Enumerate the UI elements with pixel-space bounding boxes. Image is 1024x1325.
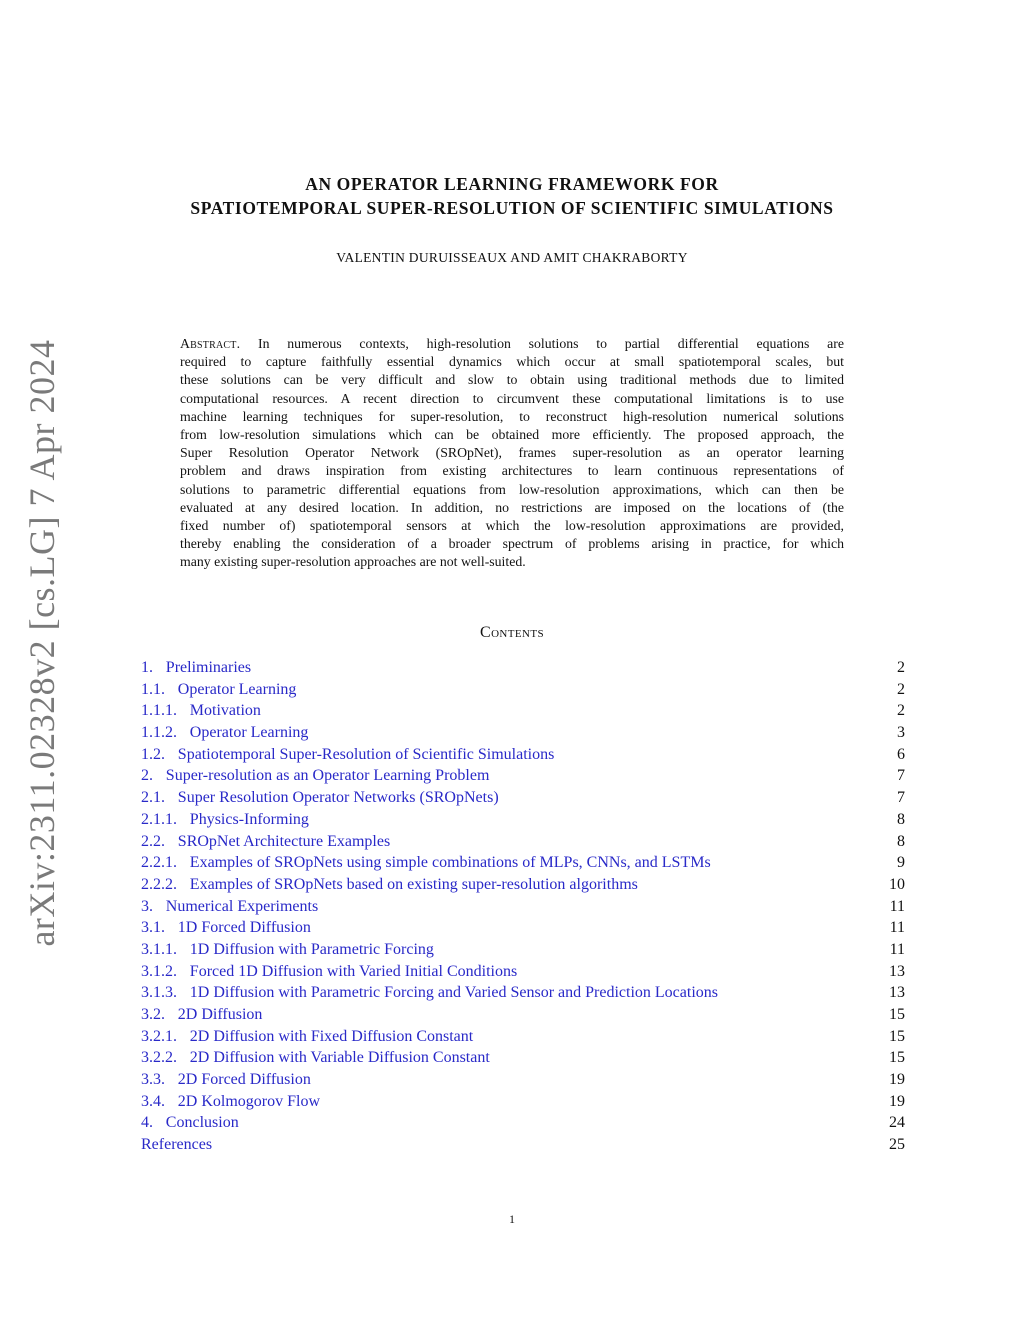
- toc-entry: [141, 874, 905, 896]
- abstract-line-9: solutions to parametric differential equations from low-resolution approximations, which can then be: [180, 481, 844, 497]
- toc-link[interactable]: [141, 700, 261, 722]
- authors: VALENTIN DURUISSEAUX AND AMIT CHAKRABORTY: [336, 250, 688, 265]
- toc-page-number: 2: [897, 702, 905, 720]
- toc-link[interactable]: [141, 1004, 262, 1026]
- title-line-2: SPATIOTEMPORAL SUPER-RESOLUTION OF SCIENTIFIC SIMULATIONS: [190, 198, 834, 218]
- toc-link[interactable]: [141, 1134, 212, 1156]
- toc-page-number: 7: [897, 789, 905, 807]
- abstract-line-5: machine learning techniques for super-resolution, to reconstruct high-resolution numerical solutions: [180, 408, 844, 424]
- toc-link[interactable]: [141, 831, 390, 853]
- toc-link[interactable]: [141, 657, 251, 679]
- toc-section-number: 3.2.1.: [141, 1027, 177, 1045]
- toc-page-number: 15: [889, 1027, 905, 1045]
- toc-entry: [141, 657, 905, 679]
- toc-link[interactable]: [141, 1069, 311, 1091]
- toc-section-number: 1.1.1.: [141, 702, 177, 720]
- abstract-line-1: Abstract. In numerous contexts, high-resolution solutions to partial differential equations are: [180, 336, 844, 351]
- toc-section-title: References: [141, 1136, 213, 1154]
- abstract-label: Abstract.: [180, 336, 241, 351]
- abstract-line-6: from low-resolution simulations which can be obtained more efficiently. The proposed approach, the: [180, 426, 844, 442]
- paper-title: [0, 172, 1024, 220]
- toc-section-title: Operator Learning: [177, 680, 297, 698]
- abstract-line-3: these solutions can be very difficult and slow to obtain using traditional methods due to limited: [180, 372, 844, 388]
- toc-page-number: 25: [889, 1136, 905, 1154]
- toc-section-title: Physics-Informing: [189, 810, 309, 828]
- toc-entry: [141, 939, 905, 961]
- toc-entry: [141, 787, 905, 809]
- toc-section-number: 2.1.1.: [141, 810, 177, 828]
- toc-section-title: Spatiotemporal Super-Resolution of Scientific Simulations: [177, 745, 555, 763]
- toc-section-number: 2.2.2.: [141, 875, 177, 893]
- abstract-line-11: fixed number of) spatiotemporal sensors at which the low-resolution approximations are provided,: [180, 517, 844, 533]
- toc-section-number: 3.4.: [141, 1092, 165, 1110]
- abstract: [180, 335, 844, 571]
- toc-entry: [141, 765, 905, 787]
- arxiv-id: arXiv:2311.02328v2 [cs.LG] 7 Apr 2024: [22, 339, 62, 947]
- abstract-line-8: problem and draws inspiration from existing architectures to learn continuous representations of: [180, 463, 844, 479]
- toc-page-number: 2: [897, 680, 905, 698]
- toc-page-number: 7: [897, 767, 905, 785]
- toc-section-title: Forced 1D Diffusion with Varied Initial Conditions: [189, 962, 518, 980]
- toc-entry: [141, 1112, 905, 1134]
- toc-entry: [141, 982, 905, 1004]
- contents-heading: Contents: [480, 624, 544, 641]
- toc-section-number: 1.1.: [141, 680, 165, 698]
- toc-section-title: Super-resolution as an Operator Learning Problem: [165, 767, 490, 785]
- toc-entry: [141, 896, 905, 918]
- toc-link[interactable]: [141, 982, 718, 1004]
- toc-page-number: 8: [897, 810, 905, 828]
- toc-link[interactable]: [141, 1026, 473, 1048]
- toc-section-number: 3.1.: [141, 919, 165, 937]
- toc-entry: [141, 961, 905, 983]
- toc-page-number: 2: [897, 659, 905, 676]
- toc-entry: [141, 679, 905, 701]
- toc-section-number: 1.: [141, 659, 153, 676]
- toc-section-number: 2.2.1.: [141, 854, 177, 872]
- toc-section-title: 2D Diffusion with Variable Diffusion Constant: [189, 1049, 490, 1067]
- toc-entry: [141, 1026, 905, 1048]
- abstract-line-4: computational resources. A recent direction to circumvent these computational limitations is to use: [180, 390, 844, 406]
- toc-section-number: 1.1.2.: [141, 724, 177, 742]
- toc-link[interactable]: [141, 874, 638, 896]
- toc-section-title: Numerical Experiments: [165, 897, 319, 915]
- toc-entry: [141, 700, 905, 722]
- toc-link[interactable]: [141, 1091, 320, 1113]
- toc-page-number: 11: [889, 897, 905, 915]
- toc-link[interactable]: [141, 917, 311, 939]
- toc-entry: [141, 1047, 905, 1069]
- abstract-line-12: thereby enabling the consideration of a broader spectrum of problems arising in practice, for which: [180, 536, 844, 552]
- abstract-line-2: required to capture faithfully essential dynamics which occur at small spatiotemporal scales, but: [180, 354, 844, 370]
- toc-section-number: 3.3.: [141, 1071, 165, 1089]
- toc-section-number: 2.1.: [141, 789, 165, 807]
- toc-entry: [141, 722, 905, 744]
- toc-link[interactable]: [141, 1047, 490, 1069]
- toc-section-title: Operator Learning: [189, 724, 309, 742]
- toc-link[interactable]: [141, 744, 554, 766]
- toc-entry: [141, 831, 905, 853]
- table-of-contents: [141, 657, 905, 1156]
- toc-page-number: 24: [889, 1114, 905, 1132]
- toc-entry: [141, 1069, 905, 1091]
- toc-page-number: 3: [897, 724, 905, 742]
- toc-section-number: 3.1.3.: [141, 984, 177, 1002]
- toc-link[interactable]: [141, 765, 489, 787]
- toc-section-number: 3.: [141, 897, 153, 915]
- toc-page-number: 8: [897, 832, 905, 850]
- toc-entry: [141, 1004, 905, 1026]
- toc-section-title: 1D Forced Diffusion: [177, 919, 311, 937]
- toc-section-title: 2D Kolmogorov Flow: [177, 1092, 321, 1110]
- toc-entry: [141, 917, 905, 939]
- abstract-line-13: many existing super-resolution approaches are not well-suited.: [180, 554, 526, 570]
- toc-section-title: Examples of SROpNets using simple combinations of MLPs, CNNs, and LSTMs: [189, 854, 711, 872]
- toc-page-number: 15: [889, 1049, 905, 1067]
- toc-page-number: 15: [889, 1006, 905, 1023]
- toc-section-title: Super Resolution Operator Networks (SROpNets): [177, 789, 499, 807]
- toc-entry: [141, 1091, 905, 1113]
- toc-section-title: 2D Diffusion: [177, 1006, 263, 1023]
- toc-section-title: 1D Diffusion with Parametric Forcing and Varied Sensor and Prediction Locations: [189, 984, 718, 1002]
- toc-section-number: 3.2.2.: [141, 1049, 177, 1067]
- toc-section-number: 2.: [141, 767, 153, 785]
- toc-section-title: Conclusion: [165, 1114, 239, 1132]
- toc-section-number: 2.2.: [141, 832, 165, 850]
- toc-section-number: 1.2.: [141, 745, 165, 763]
- page-number: 1: [509, 1212, 515, 1226]
- toc-link[interactable]: [141, 679, 296, 701]
- toc-page-number: 13: [889, 984, 905, 1002]
- toc-section-title: Examples of SROpNets based on existing super-resolution algorithms: [189, 875, 638, 893]
- toc-entry: [141, 852, 905, 874]
- toc-section-title: 2D Forced Diffusion: [177, 1071, 311, 1089]
- toc-link[interactable]: [141, 852, 711, 874]
- toc-entry: [141, 809, 905, 831]
- toc-section-number: 3.1.2.: [141, 962, 177, 980]
- abstract-line-7: Super Resolution Operator Network (SROpNet), frames super-resolution as an operator learning: [180, 445, 844, 461]
- toc-section-title: SROpNet Architecture Examples: [177, 832, 391, 850]
- toc-section-number: 3.2.: [141, 1006, 165, 1023]
- toc-section-title: 1D Diffusion with Parametric Forcing: [189, 940, 434, 958]
- toc-section-number: 4.: [141, 1114, 153, 1132]
- toc-link[interactable]: [141, 961, 517, 983]
- toc-entry: [141, 1134, 905, 1156]
- toc-link[interactable]: [141, 896, 318, 918]
- toc-page-number: 19: [889, 1092, 905, 1110]
- toc-page-number: 6: [897, 745, 905, 763]
- toc-section-title: Motivation: [189, 702, 261, 720]
- toc-entry: [141, 744, 905, 766]
- toc-section-title: Preliminaries: [165, 659, 252, 676]
- toc-page-number: 11: [889, 940, 905, 958]
- abstract-line-10: evaluated at any desired location. In addition, no restrictions are imposed on the locations of (the: [180, 499, 844, 515]
- title-line-1: AN OPERATOR LEARNING FRAMEWORK FOR: [305, 174, 719, 194]
- toc-link[interactable]: [141, 1112, 239, 1134]
- toc-page-number: 11: [889, 919, 905, 937]
- toc-section-number: 3.1.1.: [141, 940, 177, 958]
- toc-link[interactable]: [141, 939, 434, 961]
- toc-link[interactable]: [141, 722, 308, 744]
- toc-link[interactable]: [141, 787, 499, 809]
- toc-page-number: 13: [889, 962, 905, 980]
- toc-page-number: 19: [889, 1071, 905, 1089]
- toc-page-number: 10: [889, 875, 905, 893]
- toc-page-number: 9: [897, 854, 905, 872]
- toc-section-title: 2D Diffusion with Fixed Diffusion Constant: [189, 1027, 474, 1045]
- toc-link[interactable]: [141, 809, 309, 831]
